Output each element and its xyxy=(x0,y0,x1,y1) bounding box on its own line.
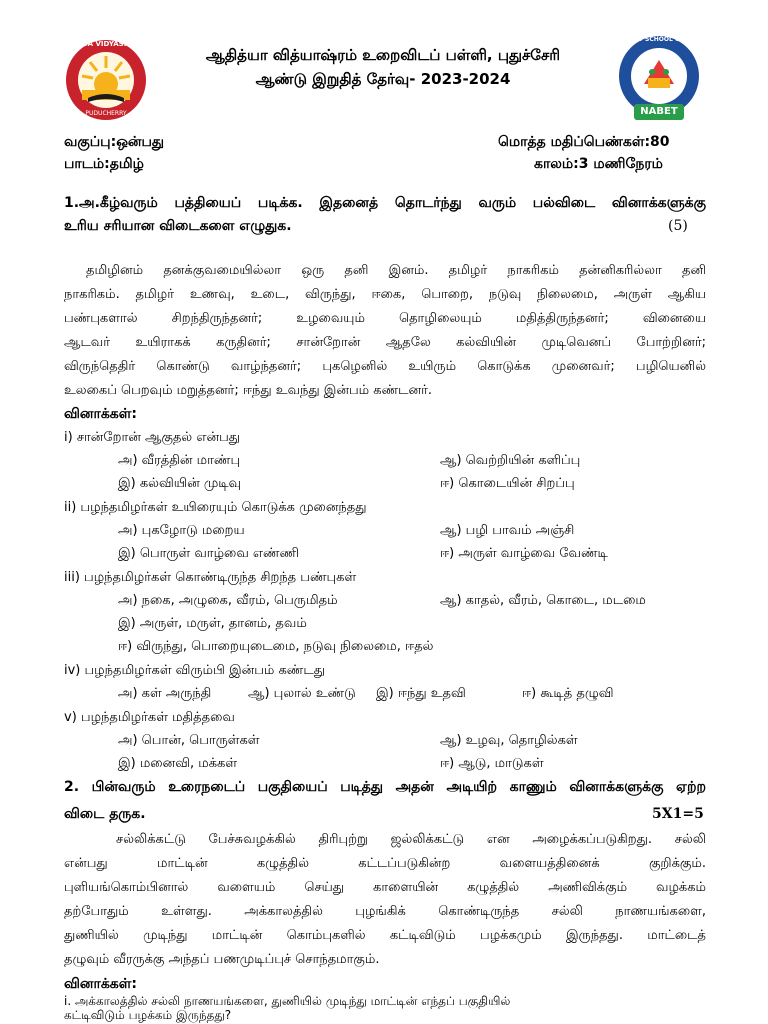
option-d: ஈ) அருள் வாழ்வை வேண்டி xyxy=(440,546,608,561)
option-d: ஈ) கூடித் தழுவி xyxy=(522,686,614,701)
subject-label: பாடம்:தமிழ் xyxy=(64,156,144,172)
section1-marks: (5) xyxy=(668,218,688,234)
option-b: ஆ) புலால் உண்டு xyxy=(248,686,356,701)
section2-heading-line1: 2. பின்வரும் உரைநடைப் பகுதியைப் படித்து அதன் அடியிற் காணும் வினாக்களுக்கு ஏற்ற xyxy=(64,779,706,795)
school-title: ஆதித்யா வித்யாஷ்ரம் உறைவிடப் பள்ளி, புதுச்சேரி xyxy=(205,46,561,64)
total-marks: மொத்த மதிப்பெண்கள்:80 xyxy=(498,134,670,150)
question-stem: iii) பழந்தமிழர்கள் கொண்டிருந்த சிறந்த பண்புகள் xyxy=(64,570,357,585)
option-c: இ) அருள், மருள், தானம், தவம் xyxy=(118,616,307,631)
section2-question-line2: கட்டிவிடும் பழக்கம் இருந்தது? xyxy=(64,1008,232,1022)
section1-questions-label: வினாக்கள்: xyxy=(64,406,137,422)
section2-passage-line: என்பது மாட்டின் கழுத்தில் கட்டப்படுகின்ற வளையத்தினைக் குறிக்கும். xyxy=(64,856,706,871)
question-stem: ii) பழந்தமிழர்கள் உயிரையும் கொடுக்க முனைந்தது xyxy=(64,500,367,515)
time-label: காலம்:3 மணிநேரம் xyxy=(534,156,663,172)
option-b: ஆ) வெற்றியின் களிப்பு xyxy=(440,453,581,468)
section2-question-line1: i. அக்காலத்தில் சல்லி நாணயங்களை, துணியில் முடிந்து மாட்டின் எந்தப் பகுதியில் xyxy=(64,994,511,1008)
left-logo-ring-text: ADITYA VIDYASHRAM xyxy=(64,40,148,48)
option-a: அ) புகழோடு மறைய xyxy=(118,523,245,538)
option-d: ஈ) விருந்து, பொறையுடைமை, நடுவு நிலைமை, ஈதல் xyxy=(118,639,434,654)
right-logo-bottom-text: NABET xyxy=(640,106,678,117)
section1-heading-line1: 1.அ.கீழ்வரும் பத்தியைப் படிக்க. இதனைத் தொடர்ந்து வரும் பல்விடை வினாக்களுக்கு xyxy=(64,195,706,211)
option-a: அ) கள் அருந்தி xyxy=(118,686,212,701)
section2-passage-line: புளியங்கொம்பினால் வளையம் செய்து காளையின் கழுத்தில் அணிவிக்கும் வழக்கம் xyxy=(64,880,706,895)
section1-heading-line2: உரிய சரியான விடைகளை எழுதுக. xyxy=(64,218,292,234)
option-b: ஆ) காதல், வீரம், கொடை, மடமை xyxy=(440,593,646,608)
section2-passage-line: தழுவும் வீரருக்கு அந்தப் பணமுடிப்புச் சொந்தமாகும். xyxy=(64,952,380,967)
section2-heading-line2: விடை தருக. xyxy=(64,806,146,822)
option-b: ஆ) பழி பாவம் அஞ்சி xyxy=(440,523,575,538)
section1-passage-line: தமிழினம் தனக்குவமையில்லா ஒரு தனி இனம். தமிழர் நாகரிகம் தன்னிகரில்லா தனி xyxy=(86,263,706,278)
class-label: வகுப்பு:ஒன்பது xyxy=(64,134,165,150)
option-a: அ) நகை, அழுகை, வீரம், பெருமிதம் xyxy=(118,593,338,608)
option-d: ஈ) கொடையின் சிறப்பு xyxy=(440,476,575,491)
section2-questions-label: வினாக்கள்: xyxy=(64,976,137,992)
option-a: அ) வீரத்தின் மாண்பு xyxy=(118,453,241,468)
option-c: இ) ஈந்து உதவி xyxy=(376,686,466,701)
option-c: இ) பொருள் வாழ்வை எண்ணி xyxy=(118,546,299,561)
section1-passage-line: ஆடவர் உயிராகக் கருதினர்; சான்றோன் ஆதலே கல்வியின் முடிவெனப் போற்றினர்; xyxy=(64,335,706,350)
question-stem: v) பழந்தமிழர்கள் மதித்தவை xyxy=(64,710,235,725)
right-logo-ring-text: QUALITY SCHOOL GOVERNANCE xyxy=(614,36,722,43)
section1-passage-line: பண்புகளால் சிறந்திருந்தனர்; உழவையும் தொழிலையும் மதித்திருந்தனர்; வினையை xyxy=(64,311,706,326)
section2-passage-line: சல்லிக்கட்டு பேச்சுவழக்கில் திரிபுற்று ஜல்லிக்கட்டு என அழைக்கப்படுகிறது. சல்லி xyxy=(116,832,706,847)
option-c: இ) கல்வியின் முடிவு xyxy=(118,476,242,491)
section2-marks: 5X1=5 xyxy=(652,806,704,822)
section1-passage-line: நாகரிகம். தமிழர் உணவு, உடை, விருந்து, ஈகை, பொறை, நடுவு நிலைமை, அருள் ஆகிய xyxy=(64,287,706,302)
section2-passage-line: தற்போதும் உள்ளது. அக்காலத்தில் புழங்கிக் கொண்டிருந்த சல்லி நாணயங்களை, xyxy=(64,904,706,919)
section1-passage-line: உலகைப் பெறவும் மறுத்தனர்; ஈந்து உவந்து இன்பம் கண்டனர். xyxy=(64,383,433,398)
option-b: ஆ) உழவு, தொழில்கள் xyxy=(440,733,578,748)
exam-title: ஆண்டு இறுதித் தேர்வு- 2023-2024 xyxy=(255,70,511,88)
section2-passage-line: துணியில் முடிந்து மாட்டின் கொம்புகளில் கட்டிவிடும் பழக்கமும் இருந்தது. மாட்டைத் xyxy=(64,928,706,943)
question-stem: iv) பழந்தமிழர்கள் விரும்பி இன்பம் கண்டது xyxy=(64,663,325,678)
section1-passage-line: விருந்தெதிர் கொண்டு வாழ்ந்தனர்; புகழெனில் உயிரும் கொடுக்க முனைவர்; பழியெனில் xyxy=(64,359,706,374)
option-c: இ) மனைவி, மக்கள் xyxy=(118,756,238,771)
option-a: அ) பொன், பொருள்கள் xyxy=(118,733,260,748)
left-logo-bottom-text: PUDUCHERRY xyxy=(85,110,127,117)
option-d: ஈ) ஆடு, மாடுகள் xyxy=(440,756,544,771)
question-stem: i) சான்றோன் ஆகுதல் என்பது xyxy=(64,430,241,445)
